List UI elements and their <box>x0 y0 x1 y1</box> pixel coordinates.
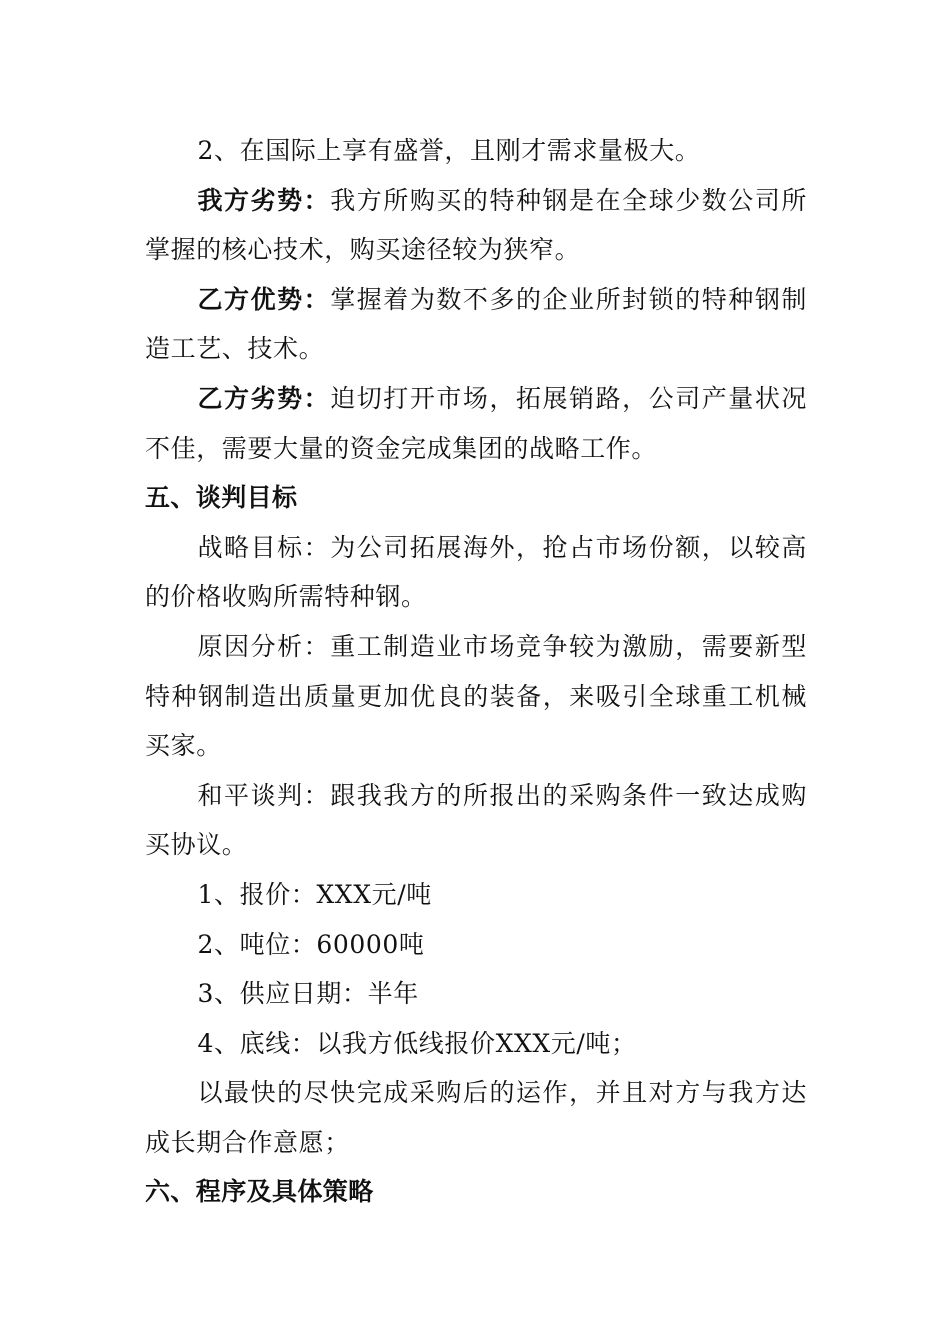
list-item-tonnage: 2、吨位：60000吨 <box>197 929 425 959</box>
list-item-bottom-line: 4、底线：以我方低线报价XXX元/吨； <box>197 1028 637 1058</box>
paragraph-reputation: 2、在国际上享有盛誉，且刚才需求量极大。 <box>197 136 701 165</box>
paragraph-cause-analysis: 原因分析：重工制造业市场竞争较为激励，需要新型特种钢制造出质量更加优良的装备，来吸引全球重工机械买家。 <box>145 631 807 761</box>
label-party-b-strength: 乙方优势： <box>197 284 331 314</box>
paragraph-party-b-weakness <box>145 374 807 473</box>
paragraph-our-weakness <box>145 176 807 275</box>
list-item-supply-date: 3、供应日期：半年 <box>197 979 419 1009</box>
paragraph-strategic-goal: 战略目标：为公司拓展海外，抢占市场份额，以较高的价格收购所需特种钢。 <box>145 532 807 612</box>
section-heading-procedure-strategy: 六、程序及具体策略 <box>145 1177 374 1207</box>
document-page <box>145 126 807 1217</box>
label-party-b-weakness: 乙方劣势： <box>197 383 331 413</box>
paragraph-party-b-strength <box>145 275 807 374</box>
paragraph-long-term-cooperation: 以最快的尽快完成采购后的运作，并且对方与我方达成长期合作意愿； <box>145 1078 807 1157</box>
text-party-b-strength: 掌握着为数不多的企业所封锁的特种钢制造工艺、技术。 <box>145 284 807 364</box>
label-our-weakness: 我方劣势： <box>197 185 331 215</box>
list-item-price: 1、报价：XXX元/吨 <box>197 879 432 909</box>
text-party-b-weakness: 迫切打开市场，拓展销路，公司产量状况不佳，需要大量的资金完成集团的战略工作。 <box>145 383 807 463</box>
paragraph-peaceful-negotiation: 和平谈判：跟我我方的所报出的采购条件一致达成购买协议。 <box>145 780 807 860</box>
text-our-weakness: 我方所购买的特种钢是在全球少数公司所掌握的核心技术，购买途径较为狭窄。 <box>145 185 807 265</box>
section-heading-negotiation-goals: 五、谈判目标 <box>145 483 298 513</box>
